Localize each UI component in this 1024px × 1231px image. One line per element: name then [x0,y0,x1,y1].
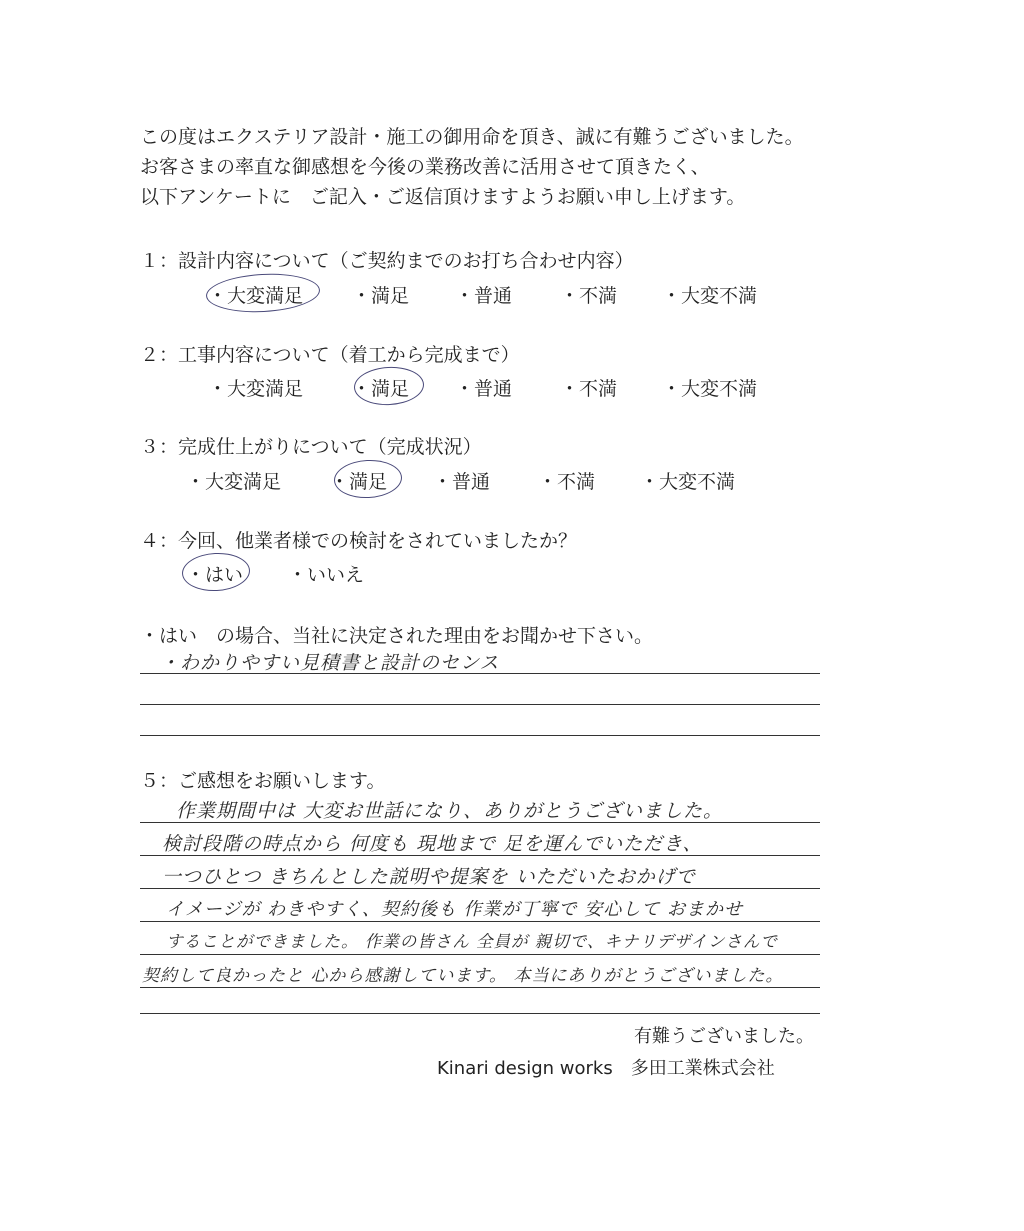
impression-line-3[interactable]: 一つひとつ きちんとした説明や提案を いただいたおかげで [162,866,696,888]
answer-line [140,673,820,674]
intro-line-2: お客さまの率直な御感想を今後の業務改善に活用させて頂きたく、 [140,156,710,178]
answer-line [140,855,820,856]
q1-option-very-dissatisfied[interactable]: ・大変不満 [662,285,758,307]
q3-option-satisfied[interactable]: ・満足 [330,471,388,493]
intro-line-3: 以下アンケートに ご記入・ご返信頂けますようお願い申し上げます。 [140,186,746,208]
answer-line [140,1013,820,1014]
question-5-title: ５：ご感想をお願いします。 [140,770,386,792]
impression-line-4[interactable]: イメージが わきやすく、契約後も 作業が丁寧で 安心して おまかせ [166,899,743,920]
answer-line [140,921,820,922]
reason-prompt: ・はい の場合、当社に決定された理由をお聞かせ下さい。 [140,625,654,647]
impression-line-5[interactable]: することができました。 作業の皆さん 全員が 親切で、キナリデザインさんで [166,932,778,951]
answer-line [140,954,820,955]
intro-line-1: この度はエクステリア設計・施工の御用命を頂き、誠に有難うございました。 [140,126,804,148]
answer-line [140,888,820,889]
impression-line-1[interactable]: 作業期間中は 大変お世話になり、ありがとうございました。 [176,800,724,822]
reason-answer[interactable]: ・わかりやすい見積書と設計のセンス [160,652,500,674]
impression-line-6[interactable]: 契約して良かったと 心から感謝しています。 本当にありがとうございました。 [142,966,784,986]
q1-option-normal[interactable]: ・普通 [455,285,513,307]
question-3-title: ３：完成仕上がりについて（完成状況） [140,436,482,458]
q2-option-dissatisfied[interactable]: ・不満 [560,378,618,400]
q4-option-yes[interactable]: ・はい [186,564,244,586]
q3-option-dissatisfied[interactable]: ・不満 [538,471,596,493]
intro-text [140,122,804,212]
answer-line [140,822,820,823]
answer-line [140,987,820,988]
q2-option-normal[interactable]: ・普通 [455,378,513,400]
q2-option-satisfied[interactable]: ・満足 [352,378,410,400]
impression-line-2[interactable]: 検討段階の時点から 何度も 現地まで 足を運んでいただき、 [162,833,703,855]
q1-option-satisfied[interactable]: ・満足 [352,285,410,307]
answer-line [140,735,820,736]
q1-option-very-satisfied[interactable]: ・大変満足 [208,285,304,307]
q2-option-very-satisfied[interactable]: ・大変満足 [208,378,304,400]
q3-option-normal[interactable]: ・普通 [433,471,491,493]
q4-option-no[interactable]: ・いいえ [288,564,365,586]
q2-option-very-dissatisfied[interactable]: ・大変不満 [662,378,758,400]
question-2-title: ２：工事内容について（着工から完成まで） [140,344,520,366]
closing-thanks: 有難うございました。 [634,1026,814,1047]
q1-option-dissatisfied[interactable]: ・不満 [560,285,618,307]
question-4-title: ４：今回、他業者様での検討をされていましたか？ [140,530,578,552]
question-1-title: １：設計内容について（ご契約までのお打ち合わせ内容） [140,250,634,272]
q3-option-very-satisfied[interactable]: ・大変満足 [186,471,282,493]
q3-option-very-dissatisfied[interactable]: ・大変不満 [640,471,736,493]
answer-line [140,704,820,705]
company-name: Kinari design works 多田工業株式会社 [437,1058,775,1079]
